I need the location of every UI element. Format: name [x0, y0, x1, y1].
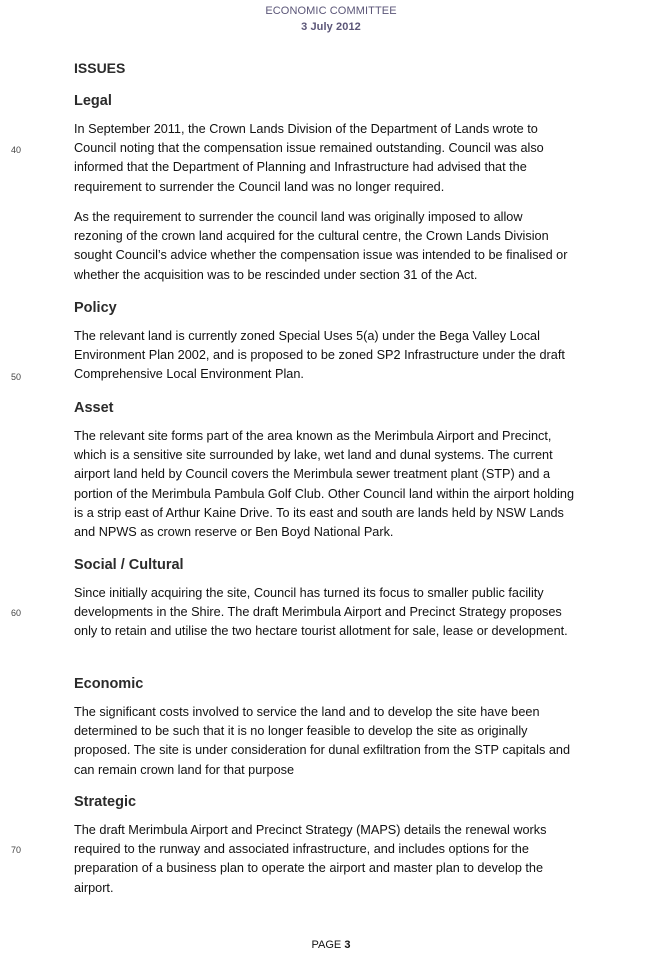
section-heading-legal: Legal: [74, 93, 112, 109]
section-heading-social-cultural: Social / Cultural: [74, 557, 184, 573]
legal-paragraph-2: As the requirement to surrender the council land was originally imposed to allow rezoning of the crown land acquired for the cultural centre, the Crown Lands Division sought Council’s advice whether the compensation issue was intended to be finalised or whether the acquisition was to be rescinded under section 31 of the Act.: [74, 210, 568, 282]
line-number-70: 70: [11, 845, 22, 855]
legal-paragraph-1: In September 2011, the Crown Lands Division of the Department of Lands wrote to Council noting that the compensation issue remained outstanding. Council was also informed that the Department of Planning and Infrastructure had advised that the requirement to surrender the Council land was no longer required.: [74, 122, 544, 194]
section-heading-strategic: Strategic: [74, 794, 137, 810]
line-number-60: 60: [11, 608, 22, 618]
section-heading-policy: Policy: [74, 300, 117, 316]
strategic-paragraph: The draft Merimbula Airport and Precinct Strategy (MAPS) details the renewal works required to the runway and associated infrastructure, and includes options for the preparation of a business plan to operate the airport and master plan to develop the airport.: [74, 823, 547, 895]
section-heading-economic: Economic: [74, 676, 144, 692]
page-footer: [0, 939, 662, 951]
issues-heading: ISSUES: [74, 60, 126, 76]
policy-paragraph: The relevant land is currently zoned Special Uses 5(a) under the Bega Valley Local Environment Plan 2002, and is proposed to be zoned SP2 Infrastructure under the draft Comprehensive Local Environment Plan.: [74, 329, 565, 382]
page-label: PAGE: [311, 939, 342, 951]
economic-paragraph: The significant costs involved to service the land and to develop the site have been determined to be such that it is no longer feasible to develop the site as originally proposed. The site is under consideration for dunal exfiltration from the STP capitals and can remain crown land for that purpose: [74, 705, 571, 777]
asset-paragraph: The relevant site forms part of the area known as the Merimbula Airport and Precinct, which is a sensitive site surrounded by lake, wet land and dunal systems. The current airport land held by Council covers the Merimbula sewer treatment plant (STP) and a portion of the Merimbula Pambula Golf Club. Other Council land within the airport holding is a strip east of Arthur Kaine Drive. To its east and south are lands held by NSW Lands and NPWS as crown reserve or Ben Boyd National Park.: [74, 429, 575, 540]
social-cultural-paragraph: Since initially acquiring the site, Council has turned its focus to smaller public facility developments in the Shire. The draft Merimbula Airport and Precinct Strategy proposes only to retain and utilise the two hectare tourist allotment for sale, lease or development.: [74, 586, 568, 639]
page-number: 3: [344, 939, 351, 951]
line-number-40: 40: [11, 145, 22, 155]
section-heading-asset: Asset: [74, 400, 114, 416]
header-committee-title: ECONOMIC COMMITTEE: [265, 5, 397, 17]
header-date: 3 July 2012: [301, 21, 361, 33]
line-number-50: 50: [11, 372, 22, 382]
